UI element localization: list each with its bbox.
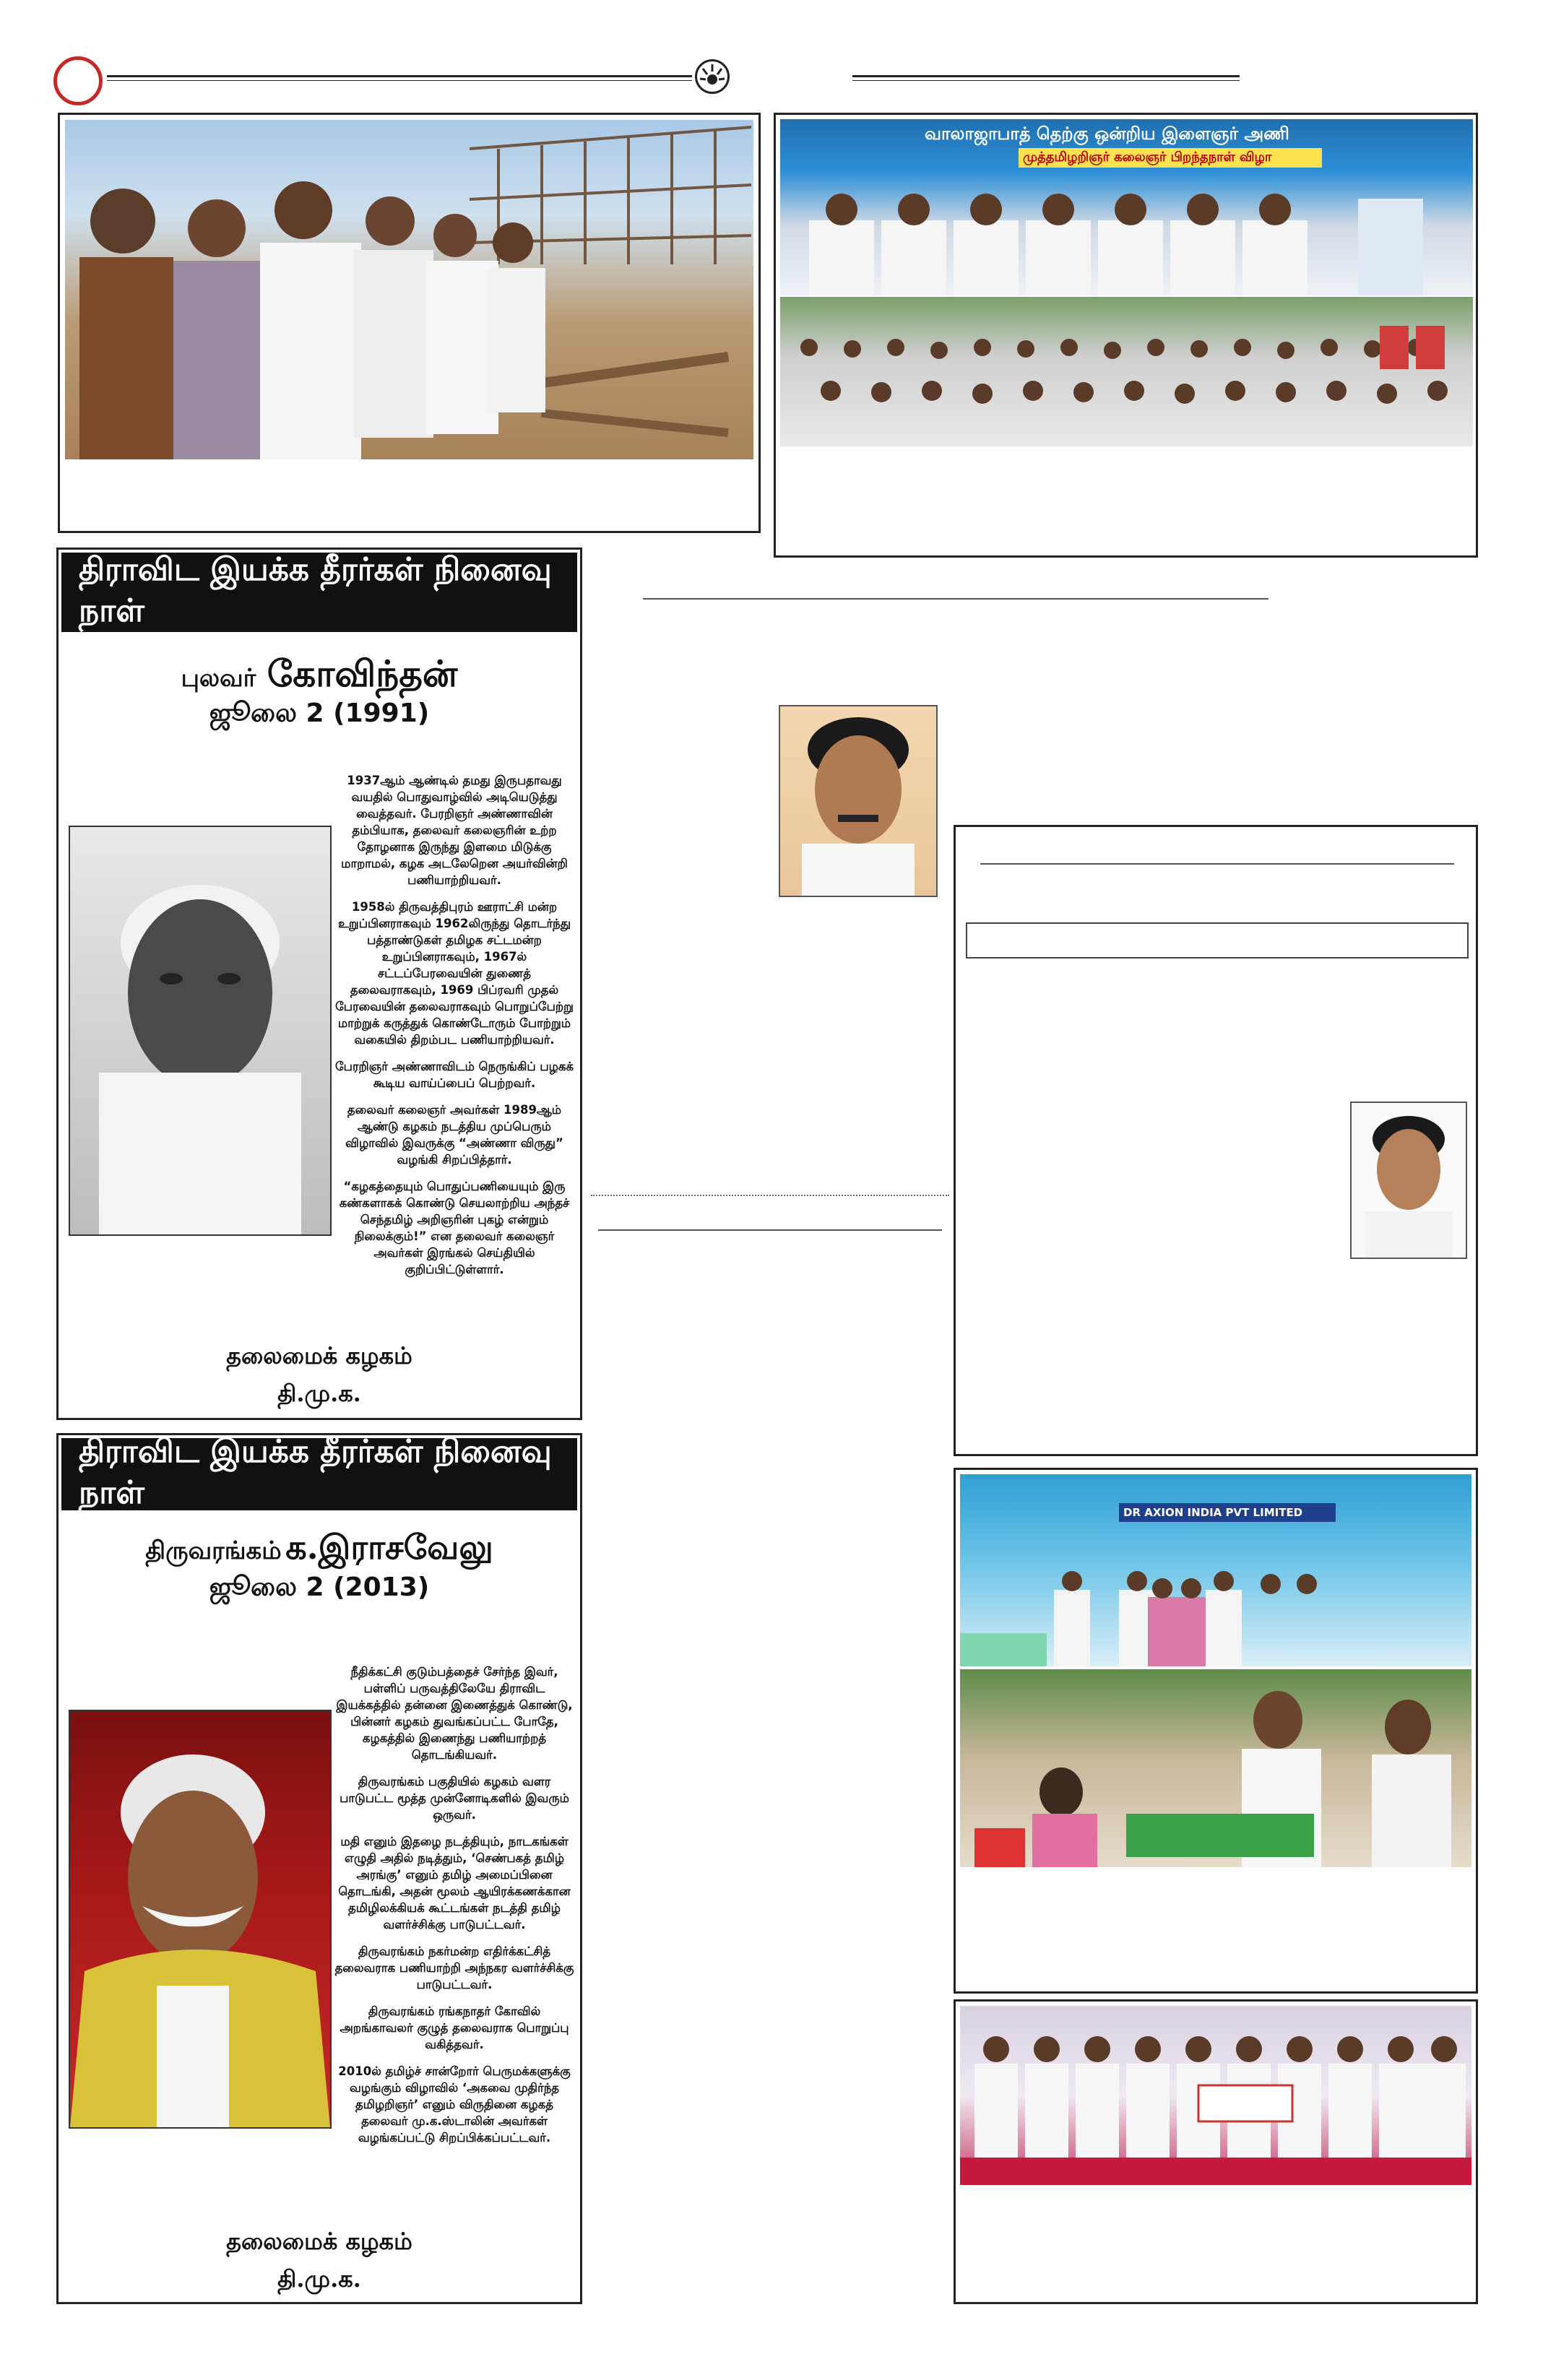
photo-box-school [954, 1468, 1478, 1994]
photo-crowd [780, 297, 1473, 446]
tribute-1-paragraph: 1937ஆம் ஆண்டில் தமது இருபதாவது வயதில் பொதுவாழ்வில் அடியெடுத்து வைத்தவர். பேரறிஞர் அண்ணாவின் தம்பியாக, தலைவர் கலைஞரின் உற்ற தோழனாக இருந்து இளமை மிடுக்கு மாறாமல், கழக அடலேறென அயர்வின்றி பணியாற்றியவர். [341, 774, 568, 887]
tribute-box-1 [56, 548, 582, 1420]
tribute-2-banner: திராவிட இயக்க தீரர்கள் நினைவு நாள் [61, 1438, 577, 1510]
tribute-1-date: ஜூலை 2 (1991) [209, 698, 430, 728]
right-article-rule [980, 863, 1454, 865]
tribute-1-signature [59, 1337, 580, 1412]
tribute-1-portrait [69, 826, 332, 1236]
middle-short-rule [598, 1229, 942, 1231]
stage-banner-text: வாலாஜாபாத் தெற்கு ஒன்றிய இளைஞர் அணி [925, 124, 1289, 144]
tribute-2-date: ஜூலை 2 (2013) [209, 1572, 430, 1602]
photo-school-building [960, 1474, 1471, 1666]
photo-food-serving [960, 1669, 1471, 1867]
tribute-1-name-prefix: புலவர் [181, 664, 256, 693]
tribute-2-signature-party: தி.மு.க. [277, 2265, 361, 2293]
tribute-2-name [59, 1528, 580, 1572]
tribute-2-bio [333, 1663, 576, 2156]
tribute-2-name-main: க.இராசவேலு [285, 1528, 493, 1567]
photo-stage-event [780, 119, 1473, 295]
tribute-1-banner: திராவிட இயக்க தீரர்கள் நினைவு நாள் [61, 553, 577, 632]
photo-site-inspection [65, 120, 753, 459]
tribute-2-signature-org: தலைமைக் கழகம் [226, 2228, 412, 2255]
tribute-1-paragraph: 1958ல் திருவத்திபுரம் ஊராட்சி மன்ற உறுப்பினராகவும் 1962லிருந்து தொடர்ந்து பத்தாண்டுகள் தமிழக சட்டமன்ற உறுப்பினராகவும், 1967ல் சட்டப்பேரவையின் துணைத் தலைவராகவும், 1969 பிப்ரவரி முதல் பேரவையின் தலைவராகவும் பொறுப்பேற்று மாற்றுக் கருத்துக் கொண்டோரும் போற்றும் வகையில் திறம்பட பணியாற்றியவர். [335, 900, 574, 1047]
right-article-subhead-box [966, 922, 1469, 959]
right-article-box [954, 825, 1478, 1456]
photo-box-meeting [774, 113, 1478, 558]
tribute-1-name-main: கோவிந்தன் [267, 652, 458, 695]
tribute-1-paragraph: தலைவர் கலைஞர் அவர்கள் 1989ஆம் ஆண்டு கழகம் நடத்திய முப்பெரும் விழாவில் இவருக்கு “அண்ணா விருது” வழங்கி சிறப்பித்தார். [345, 1103, 563, 1167]
tribute-2-signature [59, 2223, 580, 2298]
tribute-1-signature-party: தி.மு.க. [277, 1380, 361, 1407]
tribute-1-name [59, 652, 580, 700]
tribute-2-paragraph: மதி எனும் இதழை நடத்தியும், நாடகங்கள் எழுதி அதில் நடித்தும், ‘செண்பகத் தமிழ் அரங்கு’ எனும் தமிழ் அமைப்பினை தொடங்கி, அதன் மூலம் ஆயிரக்கணக்கான தமிழிலக்கியக் கூட்டங்கள் நடத்தி தமிழ் வளர்ச்சிக்கு பாடுபட்டவர். [338, 1835, 571, 1931]
header-rule-left [107, 75, 692, 81]
tribute-2-name-prefix: திருவரங்கம் [145, 1536, 282, 1565]
photo-group-event [960, 2006, 1471, 2185]
tribute-2-paragraph: திருவரங்கம் பகுதியில் கழகம் வளர பாடுபட்ட மூத்த முன்னோடிகளில் இவரும் ஒருவர். [340, 1775, 569, 1822]
tribute-2-portrait [69, 1710, 332, 2129]
tribute-2-paragraph: திருவரங்கம் ரங்கநாதர் கோவில் அறங்காவலர் குழுத் தலைவராக பொறுப்பு வகித்தவர். [340, 2004, 569, 2051]
tribute-2-paragraph: திருவரங்கம் நகர்மன்ற எதிர்க்கட்சித் தலைவராக பணியாற்றி அந்நகர வளர்ச்சிக்கு பாடுபட்டவர். [334, 1944, 574, 1991]
photo-box-group [954, 1999, 1478, 2304]
person-portrait-2 [1350, 1102, 1467, 1259]
tribute-2-paragraph: 2010ல் தமிழ்ச் சான்றோர் பெருமக்களுக்கு வழங்கும் விழாவில் ‘அகவை முதிர்ந்த தமிழறிஞர்’ எனும் விருதினை கழகத் தலைவர் மு.க.ஸ்டாலின் அவர்கள் வழங்கப்பட்டு சிறப்பிக்கப்பட்டவர். [338, 2064, 571, 2145]
middle-column-rule [643, 598, 1268, 600]
tribute-1-paragraph: பேரறிஞர் அண்ணாவிடம் நெருங்கிப் பழகக் கூடிய வாய்ப்பைப் பெற்றவர். [334, 1060, 574, 1090]
middle-dotted-rule [591, 1195, 949, 1196]
tribute-1-signature-org: தலைமைக் கழகம் [226, 1342, 412, 1369]
tribute-1-paragraph: “கழகத்தையும் பொதுப்பணியையும் இரு கண்களாகக் கொண்டு செயலாற்றிய அந்தச் செந்தமிழ் அறிஞரின் புகழ் என்றும் நிலைக்கும்!” என தலைவர் கலைஞர் அவர்கள் இரங்கல் செய்தியில் குறிப்பிட்டுள்ளார். [339, 1180, 570, 1276]
photo-box-inspection [58, 113, 761, 533]
tribute-1-bio [333, 772, 576, 1288]
stage-banner-subtext: முத்தமிழறிஞர் கலைஞர் பிறந்தநாள் விழா [1019, 148, 1322, 168]
page-logo-circle [53, 56, 103, 105]
school-sign-text: DR AXION INDIA PVT LIMITED [1119, 1503, 1336, 1522]
header-rule-right [852, 75, 1240, 81]
tribute-2-paragraph: நீதிக்கட்சி குடும்பத்தைச் சேர்ந்த இவர், பள்ளிப் பருவத்திலேயே திராவிட இயக்கத்தில் தன்னை இணைத்துக் கொண்டு, பின்னர் கழகம் துவங்கப்பட்ட போதே, கழகத்தில் இணைந்து பணியாற்றத் தொடங்கியவர். [336, 1665, 573, 1762]
tribute-box-2 [56, 1433, 582, 2304]
rising-sun-emblem-icon [695, 59, 730, 94]
person-portrait-1 [779, 705, 938, 897]
